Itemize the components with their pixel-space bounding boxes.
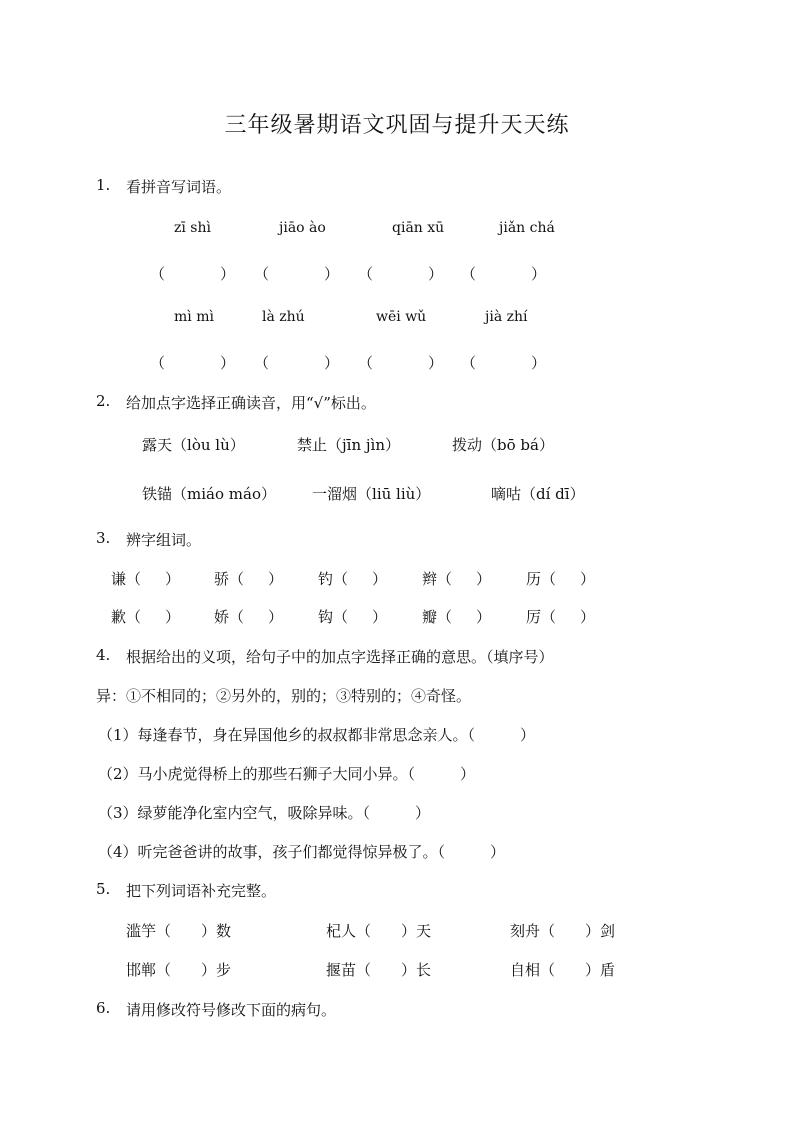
word-group-blank[interactable]: 骄（ ）	[214, 570, 284, 588]
word-group-blank[interactable]: 歉（ ）	[111, 608, 181, 626]
question-number: 2.	[96, 392, 111, 410]
sentence-item[interactable]: （1）每逢春节，身在异国他乡的叔叔都非常思念亲人。（ ）	[98, 726, 536, 744]
pinyin-item: wēi wǔ	[376, 309, 427, 325]
question-text: 给加点字选择正确读音，用“√”标出。	[126, 394, 376, 412]
pinyin-item: jiāo ào	[279, 220, 326, 236]
word-group-blank[interactable]: 辫（ ）	[422, 570, 492, 588]
question-text: 看拼音写词语。	[126, 178, 232, 196]
answer-blank[interactable]: （ ）	[254, 354, 340, 372]
pinyin-item: mì mì	[174, 309, 214, 325]
answer-blank[interactable]: （ ）	[150, 265, 236, 283]
word-group-blank[interactable]: 谦（ ）	[111, 570, 181, 588]
pinyin-item: jià zhí	[485, 309, 528, 325]
question-text: 辨字组词。	[126, 531, 202, 549]
idiom-blank[interactable]: 揠苗（ ）长	[326, 961, 432, 979]
question-number: 3.	[96, 529, 111, 547]
word-group-blank[interactable]: 厉（ ）	[526, 608, 596, 626]
word-group-blank[interactable]: 钓（ ）	[318, 570, 388, 588]
pinyin-item: jiǎn chá	[499, 220, 555, 236]
idiom-blank[interactable]: 邯郸（ ）步	[126, 961, 232, 979]
idiom-blank[interactable]: 滥竽（ ）数	[126, 922, 232, 940]
question-text: 根据给出的义项，给句子中的加点字选择正确的意思。（填序号）	[126, 648, 554, 666]
question-text: 请用修改符号修改下面的病句。	[126, 1001, 337, 1019]
reading-choice[interactable]: 拨动（bō bá）	[452, 436, 554, 454]
answer-blank[interactable]: （ ）	[461, 354, 547, 372]
idiom-blank[interactable]: 杞人（ ）天	[326, 922, 432, 940]
page-title: 三年级暑期语文巩固与提升天天练	[224, 113, 570, 138]
word-group-blank[interactable]: 钩（ ）	[318, 608, 388, 626]
answer-blank[interactable]: （ ）	[358, 265, 444, 283]
reading-choice[interactable]: 一溜烟（liū liù）	[312, 485, 431, 503]
idiom-blank[interactable]: 刻舟（ ）剑	[510, 922, 616, 940]
reading-choice[interactable]: 露天（lòu lù）	[142, 436, 245, 454]
question-text: 把下列词语补充完整。	[126, 882, 277, 900]
reading-choice[interactable]: 嘀咕（dí dī）	[491, 485, 585, 503]
answer-blank[interactable]: （ ）	[150, 354, 236, 372]
answer-blank[interactable]: （ ）	[358, 354, 444, 372]
sentence-item[interactable]: （4）听完爸爸讲的故事，孩子们都觉得惊异极了。（ ）	[98, 843, 506, 861]
pinyin-item: qiān xū	[392, 220, 445, 236]
question-number: 6.	[96, 999, 111, 1017]
reading-choice[interactable]: 铁锚（miáo máo）	[142, 485, 276, 503]
meanings-list: 异：①不相同的；②另外的，别的；③特别的；④奇怪。	[96, 687, 472, 705]
sentence-item[interactable]: （2）马小虎觉得桥上的那些石狮子大同小异。（ ）	[98, 765, 476, 783]
word-group-blank[interactable]: 娇（ ）	[214, 608, 284, 626]
sentence-item[interactable]: （3）绿萝能净化室内空气，吸除异味。（ ）	[98, 804, 431, 822]
idiom-blank[interactable]: 自相（ ）盾	[510, 961, 616, 979]
answer-blank[interactable]: （ ）	[254, 265, 340, 283]
word-group-blank[interactable]: 历（ ）	[526, 570, 596, 588]
pinyin-item: zī shì	[174, 220, 211, 236]
question-number: 1.	[96, 176, 111, 194]
word-group-blank[interactable]: 瓣（ ）	[422, 608, 492, 626]
answer-blank[interactable]: （ ）	[461, 265, 547, 283]
reading-choice[interactable]: 禁止（jīn jìn）	[297, 436, 401, 454]
pinyin-item: là zhú	[262, 309, 305, 325]
question-number: 4.	[96, 646, 111, 664]
question-number: 5.	[96, 880, 111, 898]
